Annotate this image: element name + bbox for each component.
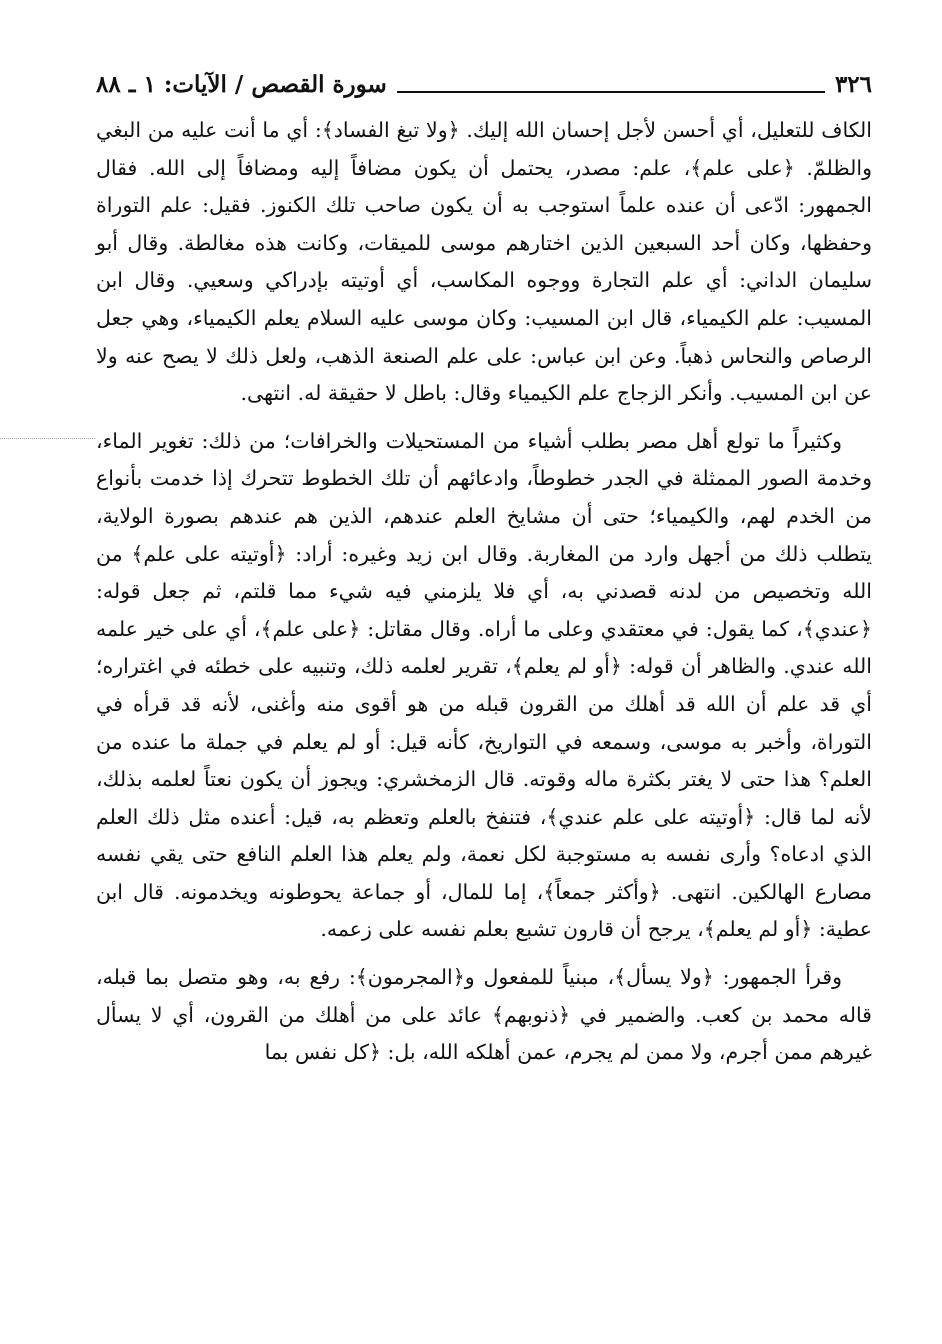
book-page [96,64,872,1072]
paragraph-3: وقرأ الجمهور: ﴿ولا يسأل﴾، مبنياً للمفعول و﴿المجرمون﴾: رفع به، وهو متصل بما قبله، قاله محمد بن كعب. والضمير في ﴿ذنوبهم﴾ عائد على من أهلك من القرون، أي لا يسأل غيرهم ممن أجرم، ولا ممن لم يجرم، عمن أهلكه الله، بل: ﴿كل نفس بما [96,965,872,1065]
page-number: ٣٢٦ [834,70,872,98]
page-body [96,112,872,1072]
paragraph-1: الكاف للتعليل، أي أحسن لأجل إحسان الله إليك. ﴿ولا تبغ الفساد﴾: أي ما أنت عليه من البغي والظلمّ. ﴿على علم﴾، علم: مصدر، يحتمل أن يكون مضافاً إليه ومضافاً إلى الله. فقال الجمهور: ادّعى أن عنده علماً استوجب به أن يكون صاحب تلك الكنوز. فقيل: علم التوراة وحفظها، وكان أحد السبعين الذين اختارهم موسى للميقات، وكانت هذه مغالطة. وقال أبو سليمان الداني: أي علم التجارة ووجوه المكاسب، أي أوتيته بإدراكي وسعيي. وقال ابن المسيب: علم الكيمياء، قال ابن المسيب: وكان موسى عليه السلام يعلم الكيمياء، وهي جعل الرصاص والنحاس ذهباً. وعن ابن عباس: على علم الصنعة الذهب، ولعل ذلك لا يصح عنه ولا عن ابن المسيب. وأنكر الزجاج علم الكيمياء وقال: باطل لا حقيقة له. انتهى. [96,118,872,406]
paragraph-gap [96,949,872,959]
paragraph-gap [96,413,872,423]
page-header [96,64,872,104]
scan-edge-mark [0,438,95,439]
section-title: سورة القصص / الآيات: ١ ـ ٨٨ [96,70,387,98]
header-rule [397,91,825,93]
paragraph-2: وكثيراً ما تولع أهل مصر بطلب أشياء من المستحيلات والخرافات؛ من ذلك: تغوير الماء، وخدمة الصور الممثلة في الجدر خطوطاً، وادعائهم أن تلك الخطوط تتحرك إذا خدمت بأنواع من الخدم لهم، والكيمياء؛ حتى أن مشايخ العلم عندهم، الذين هم عندهم بصورة الولاية، يتطلب ذلك من أجهل وارد من المغاربة. وقال ابن زيد وغيره: أراد: ﴿أوتيته على علم﴾ من الله وتخصيص من لدنه قصدني به، أي فلا يلزمني فيه شيء مما قلتم، ثم جعل قوله: ﴿عندي﴾، كما يقول: في معتقدي وعلى ما أراه. وقال مقاتل: ﴿على علم﴾، أي على خير علمه الله عندي. والظاهر أن قوله: ﴿أو لم يعلم﴾، تقرير لعلمه ذلك، وتنبيه على خطئه في اغتراره؛ أي قد علم أن الله قد أهلك من القرون قبله من هو أقوى منه وأغنى، لأنه قد قرأه في التوراة، وأخبر به موسى، وسمعه في التواريخ، كأنه قيل: أو لم يعلم في جملة ما عنده من العلم؟ هذا حتى لا يغتر بكثرة ماله وقوته. قال الزمخشري: ويجوز أن يكون نعتاً لعلمه بذلك، لأنه لما قال: ﴿أوتيته على علم عندي﴾، فتنفخ بالعلم وتعظم به، قيل: أعنده مثل ذلك العلم الذي ادعاه؟ وأرى نفسه به مستوجبة لكل نعمة، ولم يعلم هذا العلم النافع حتى يقي نفسه مصارع الهالكين. انتهى. ﴿وأكثر جمعاً﴾، إما للمال، أو جماعة يحوطونه ويخدمونه. قال ابن عطية: ﴿أو لم يعلم﴾، يرجح أن قارون تشبع بعلم نفسه على زعمه. [96,428,872,942]
